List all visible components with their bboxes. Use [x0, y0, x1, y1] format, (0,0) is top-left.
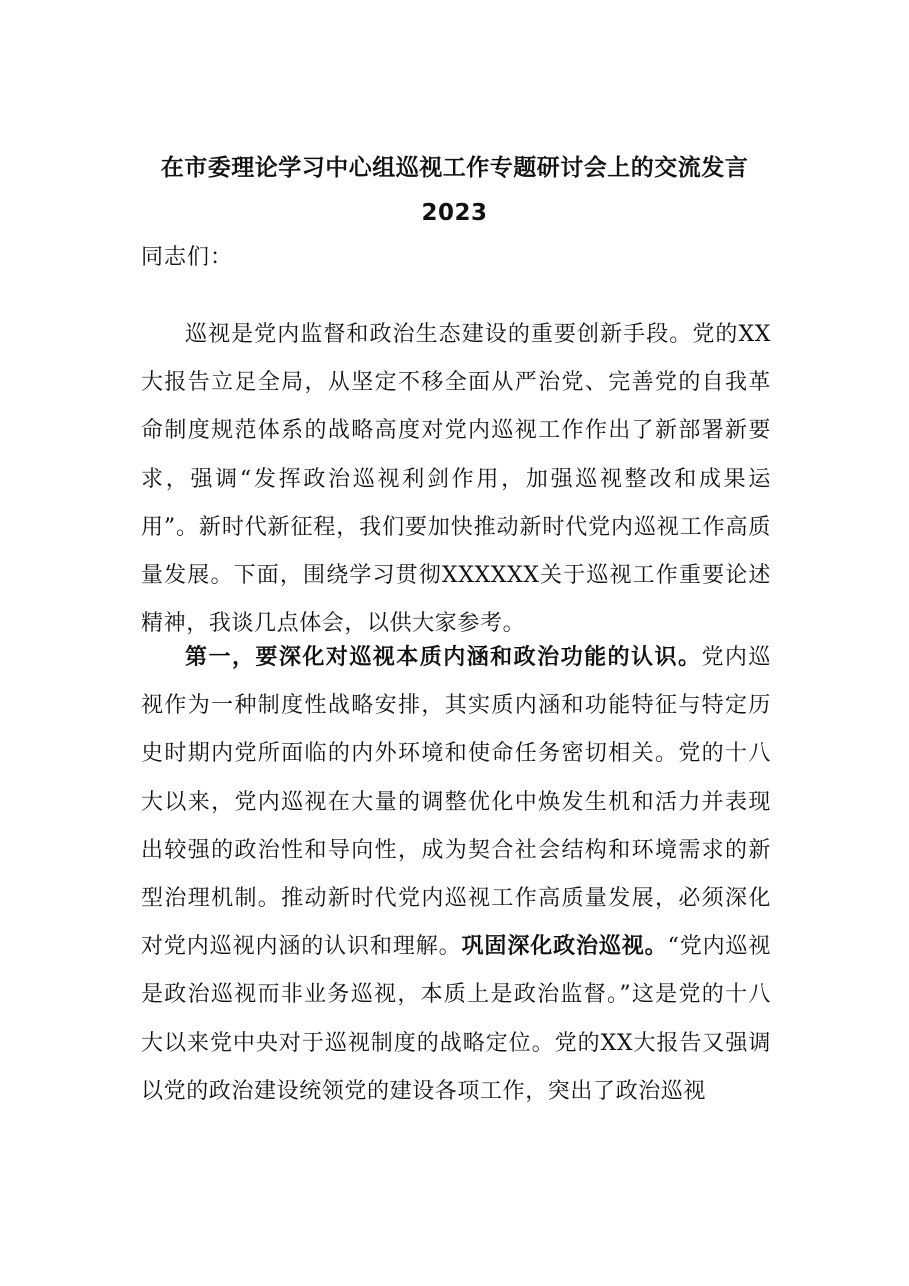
paragraph-intro: 巡视是党内监督和政治生态建设的重要创新手段。党的XX大报告立足全局，从坚定不移全面从严治党、完善党的自我革命制度规范体系的战略高度对党内巡视工作作出了新部署新要求，强调“发挥政治巡视利剑作用，加强巡视整改和成果运用”。新时代新征程，我们要加快推动新时代党内巡视工作高质量发展。下面，围绕学习贯彻XXXXXX关于巡视工作重要论述精神，我谈几点体会，以供大家参考。	[141, 322, 771, 637]
document-title-year: 2023	[421, 200, 488, 226]
paragraph-first-point	[141, 634, 771, 1116]
subsection-heading: 巩固深化政治巡视。	[461, 934, 668, 960]
paragraph-text: 党内巡视作为一种制度性战略安排，其实质内涵和功能特征与特定历史时期内党所面临的内外环境和使命任务密切相关。党的十八大以来，党内巡视在大量的调整优化中焕发生机和活力并表现出较强的政治性和导向性，成为契合社会结构和环境需求的新型治理机制。推动新时代党内巡视工作高质量发展，必须深化对党内巡视内涵的认识和理解。	[141, 645, 771, 960]
greeting: 同志们：	[141, 245, 234, 270]
paragraph-text-continued: “党内巡视是政治巡视而非业务巡视，本质上是政治监督。”这是党的十八大以来党中央对于巡视制度的战略定位。党的XX大报告又强调以党的政治建设统领党的建设各项工作，突出了政治巡视	[141, 934, 772, 1104]
section-heading: 第一，要深化对巡视本质内涵和政治功能的认识。	[185, 645, 702, 670]
document-title: 在市委理论学习中心组巡视工作专题研讨会上的交流发言	[160, 155, 749, 181]
